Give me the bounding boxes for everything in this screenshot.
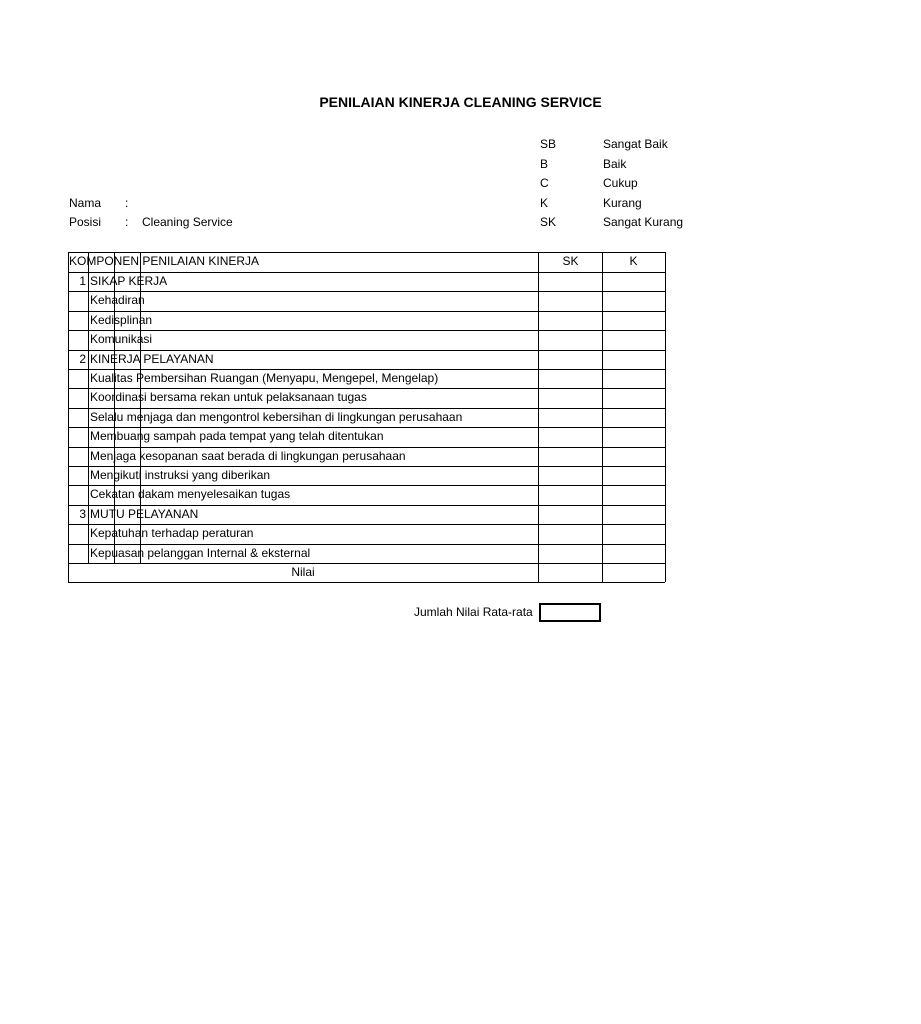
average-label: Jumlah Nilai Rata-rata [414, 605, 533, 619]
criterion-label: Kualitas Pembersihan Ruangan (Menyapu, Mengepel, Mengelap) [90, 371, 439, 385]
section-label: KINERJA PELAYANAN [90, 351, 214, 366]
legend-desc: Sangat Kurang [603, 215, 684, 229]
legend-code: B [540, 157, 549, 171]
legend-code: SB [540, 137, 557, 151]
legend-code: K [540, 196, 549, 210]
nama-colon: : [125, 196, 129, 210]
average-value-box[interactable] [539, 603, 601, 622]
header-component: KOMPONEN PENILAIAN KINERJA [69, 254, 260, 268]
legend-desc: Sangat Baik [603, 137, 668, 151]
criterion-label: Mengikuti instruksi yang diberikan [90, 468, 271, 482]
page-title: PENILAIAN KINERJA CLEANING SERVICE [319, 94, 602, 110]
header-sk: SK [562, 254, 579, 268]
header-k: K [629, 254, 638, 268]
legend-desc: Kurang [603, 196, 642, 210]
criterion-label: Kepatuhan terhadap peraturan [90, 526, 254, 541]
criterion-label: Koordinasi bersama rekan untuk pelaksanaan tugas [90, 390, 367, 405]
criterion-label: Komunikasi [90, 332, 153, 347]
posisi-label: Posisi [69, 215, 102, 229]
legend-desc: Cukup [603, 176, 638, 190]
row-number: 3 [79, 506, 86, 521]
legend-code: C [540, 176, 549, 190]
section-label: SIKAP KERJA [90, 274, 168, 288]
criterion-label: Kehadiran [90, 293, 145, 308]
posisi-colon: : [125, 215, 129, 229]
legend-code: SK [540, 215, 557, 229]
legend-desc: Baik [603, 157, 627, 171]
criterion-label: Cekatan dakam menyelesaikan tugas [90, 487, 291, 502]
criterion-label: Selalu menjaga dan mengontrol kebersihan di lingkungan perusahaan [90, 409, 463, 424]
criterion-label: Membuang sampah pada tempat yang telah ditentukan [90, 429, 384, 444]
criterion-label: Kepuasan pelanggan Internal & eksternal [90, 545, 311, 560]
criterion-label: Menjaga kesopanan saat berada di lingkungan perusahaan [90, 448, 406, 463]
criterion-label: Kedisplinan [90, 312, 153, 327]
row-number: 1 [79, 274, 86, 288]
nama-label: Nama [69, 196, 102, 210]
total-label: Nilai [291, 565, 315, 579]
posisi-value: Cleaning Service [142, 215, 233, 229]
row-number: 2 [79, 351, 86, 366]
section-label: MUTU PELAYANAN [90, 506, 199, 521]
